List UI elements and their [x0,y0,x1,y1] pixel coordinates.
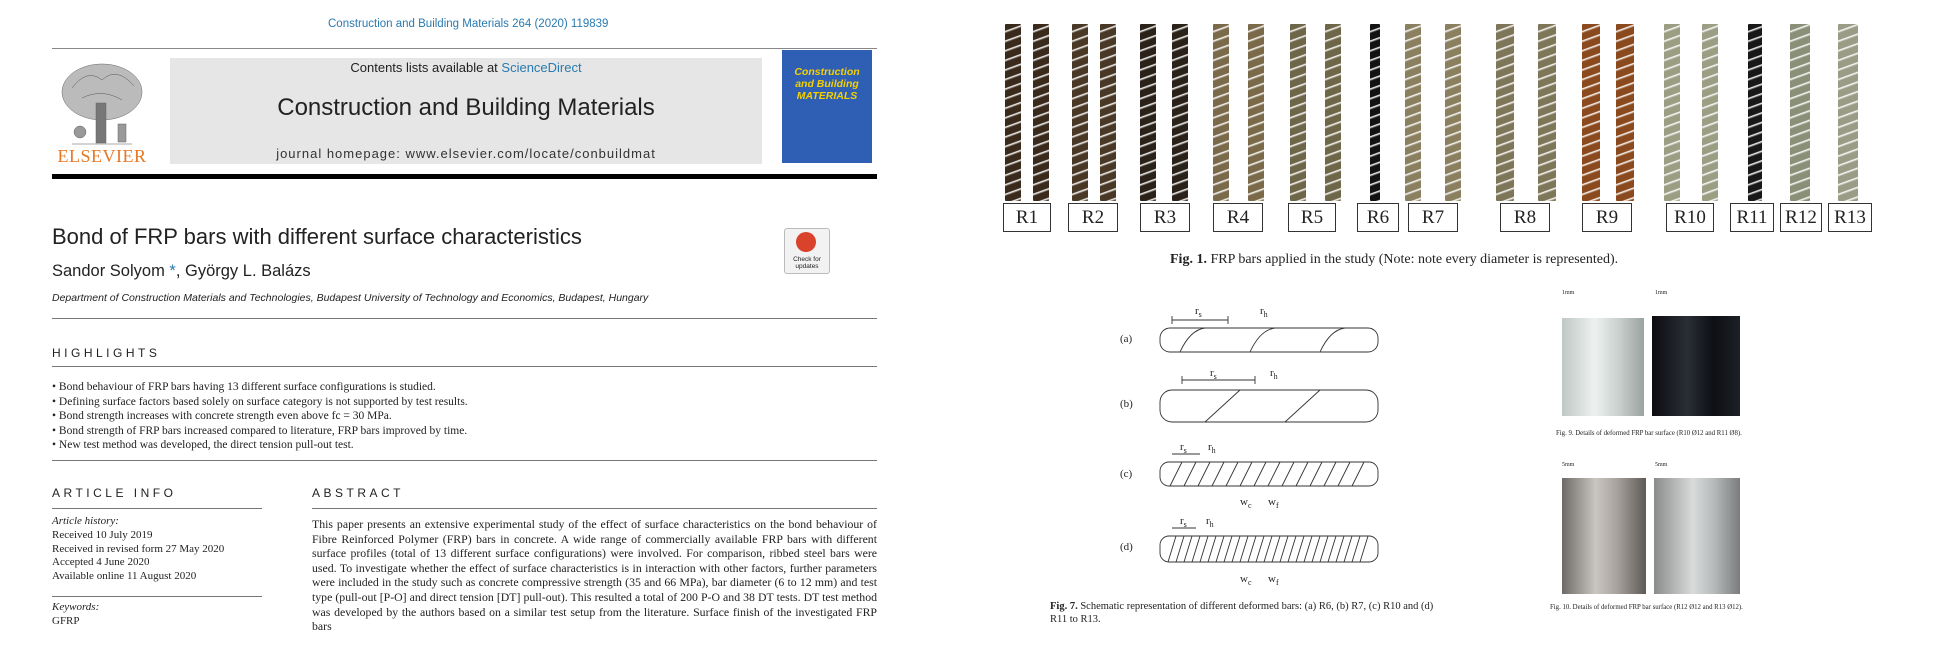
frp-bar-r12 [1790,24,1810,201]
frp-bar-r4 [1248,24,1264,201]
rs-label-a: $r_s$ [1195,305,1202,319]
highlight-item: • New test method was developed, the direct tension pull-out test. [52,438,468,453]
bar-c-ribs [1170,462,1364,486]
frp-bar-r8 [1538,24,1556,201]
divider [52,366,877,367]
bar-label-r7: R7 [1408,203,1458,232]
figure-7-caption-label: Fig. 7. [1050,601,1078,612]
history-item: Received in revised form 27 May 2020 [52,542,225,555]
article-history [52,515,224,584]
frp-bar-r3 [1140,24,1156,201]
rh-label-b: $r_h$ [1270,367,1278,381]
frp-bar-r1 [1033,24,1049,201]
journal-citation[interactable]: Construction and Building Materials 264 (2020) 119839 [328,18,609,30]
frp-bar-r13 [1838,24,1858,201]
history-item: Available online 11 August 2020 [52,570,197,583]
figure-1-caption [1170,252,1618,268]
bar-label-r8: R8 [1500,203,1550,232]
frp-bar-r2 [1100,24,1116,201]
bar-label-r6: R6 [1357,203,1399,232]
bar-d-ribs [1168,536,1368,562]
highlight-item: • Bond strength of FRP bars increased compared to literature, FRP bars improved by time. [52,424,468,439]
history-item: Received 10 July 2019 [52,528,153,541]
bar-label-r5: R5 [1288,203,1336,232]
bar-a-outline [1160,328,1378,352]
wf-label-d: $w_f$ [1268,573,1279,587]
frp-bar-r1 [1005,24,1021,201]
abstract-heading: ABSTRACT [312,486,405,500]
scale-bar-label: 1mm [1655,290,1668,296]
row-label-d: (d) [1120,541,1133,553]
bar-c-outline [1160,462,1378,486]
figure-10-photo-r13 [1654,478,1740,594]
abstract-text: This paper presents an extensive experimental study of the effect of surface characteristics on the bond behaviour of Fibre Reinforced Polymer (FRP) bars in concrete. A wide range of commercially available FRP bars with different surface profiles (total of 13 different surface configurations) were involved. For comparison, ribbed steel bars were used. To investigate whether the effect of surface characteristics is in interaction with other factors, further parameters were included in the study such as concrete compressive strength (35 and 66 MPa), bar diameter (6 to 12 mm) and test type (pull-out [P-O] and direct tension [DT] pull-out). This resulted a total of 200 P-O and 38 DT tests. DT test method was developed by the authors based on a similar test setup from the literature. Surface finish of the investigated FRP bars [312,517,877,634]
bar-label-r1: R1 [1003,203,1051,232]
rs-dim-b [1182,376,1255,384]
frp-bar-r2 [1072,24,1088,201]
figure-1-caption-text: FRP bars applied in the study (Note: note every diameter is represented). [1206,252,1619,267]
frp-bar-r3 [1172,24,1188,201]
frp-bar-r10 [1702,24,1718,201]
bar-label-r4: R4 [1213,203,1263,232]
keyword-item: GFRP [52,614,80,627]
corresponding-author-mark[interactable]: * [164,262,176,280]
frp-bar-r8 [1496,24,1514,201]
bar-label-r11: R11 [1730,203,1774,232]
cover-title: Construction and Building MATERIALS [794,66,860,102]
history-item: Accepted 4 June 2020 [52,556,150,569]
author-2[interactable]: , György L. Balázs [175,262,311,280]
bar-label-r3: R3 [1140,203,1190,232]
rs-label-b: $r_s$ [1210,367,1217,381]
figure-10-caption: Fig. 10. Details of deformed FRP bar surface (R12 Ø12 and R13 Ø12). [1550,604,1743,611]
rs-label-c: $r_s$ [1180,441,1187,455]
keywords [52,601,99,629]
bar-label-r13: R13 [1828,203,1872,232]
figure-7-caption-text: Schematic representation of different deformed bars: (a) R6, (b) R7, (c) R10 and (d) R11 to R13. [1050,601,1434,625]
highlights-list [52,380,468,453]
sciencedirect-link[interactable]: ScienceDirect [501,60,582,75]
wc-label-d: $w_c$ [1240,573,1252,587]
frp-bar-r7 [1405,24,1421,201]
article-title: Bond of FRP bars with different surface characteristics [52,224,582,249]
scale-bar-label: 1mm [1562,290,1575,296]
header-thick-rule [52,174,877,179]
rs-label-d: $r_s$ [1180,515,1187,529]
rh-label-a: $r_h$ [1260,305,1268,319]
divider [312,508,877,509]
frp-bar-r5 [1325,24,1341,201]
figure-7-caption [1050,600,1450,626]
frp-bar-r10 [1664,24,1680,201]
rh-label-d: $r_h$ [1206,515,1214,529]
frp-bar-r6 [1370,24,1380,201]
frp-bar-r7 [1445,24,1461,201]
authors [52,262,311,281]
figure-9-photo-r11 [1652,316,1740,416]
bar-label-r2: R2 [1068,203,1118,232]
divider [52,508,262,509]
affiliation: Department of Construction Materials and Technologies, Budapest University of Technology and Economics, Budapest, Hungary [52,292,649,304]
scale-bar-label: 5mm [1655,462,1668,468]
row-label-c: (c) [1120,468,1133,480]
highlight-item: • Defining surface factors based solely on surface category is not supported by test results. [52,395,468,410]
bar-b-outline [1160,390,1378,422]
article-info-heading: ARTICLE INFO [52,486,177,500]
frp-bar-r11 [1748,24,1762,201]
rh-label-c: $r_h$ [1208,441,1216,455]
contents-prefix: Contents lists available at [350,60,502,75]
bookmark-icon [796,232,816,252]
check-updates-label: Check for updates [793,256,821,270]
figure-1-caption-label: Fig. 1. [1170,252,1207,267]
history-label: Article history: [52,515,119,527]
bar-label-r9: R9 [1582,203,1632,232]
highlights-heading: HIGHLIGHTS [52,346,161,360]
bar-a-ribs [1180,328,1345,352]
figure-7-schematic [1110,300,1410,590]
contents-line [170,60,762,75]
bar-label-r10: R10 [1666,203,1714,232]
elsevier-wordmark: ELSEVIER [57,146,147,166]
figure-9-caption: Fig. 9. Details of deformed FRP bar surface (R10 Ø12 and R11 Ø8). [1556,430,1742,437]
frp-bar-r9 [1582,24,1600,201]
figure-10-photo-r12 [1562,478,1646,594]
journal-name: Construction and Building Materials [277,94,655,121]
row-label-b: (b) [1120,398,1133,410]
figure-9-photo-r10 [1562,318,1644,416]
divider [52,596,262,597]
frp-bar-r5 [1290,24,1306,201]
bar-label-r12: R12 [1780,203,1822,232]
keywords-label: Keywords: [52,601,100,613]
author-1[interactable]: Sandor Solyom [52,262,165,280]
highlight-item: • Bond strength increases with concrete strength even above fc = 30 MPa. [52,409,468,424]
wc-label-c: $w_c$ [1240,496,1252,510]
divider [52,318,877,319]
wf-label-c: $w_f$ [1268,496,1279,510]
frp-bar-r4 [1213,24,1229,201]
row-label-a: (a) [1120,333,1133,345]
divider [52,460,877,461]
highlight-item: • Bond behaviour of FRP bars having 13 different surface configurations is studied. [52,380,468,395]
scale-bar-label: 5mm [1562,462,1575,468]
divider [52,48,877,49]
bar-b-ribs [1205,390,1320,422]
frp-bar-r9 [1616,24,1634,201]
journal-homepage[interactable]: journal homepage: www.elsevier.com/locate/conbuildmat [276,146,656,161]
